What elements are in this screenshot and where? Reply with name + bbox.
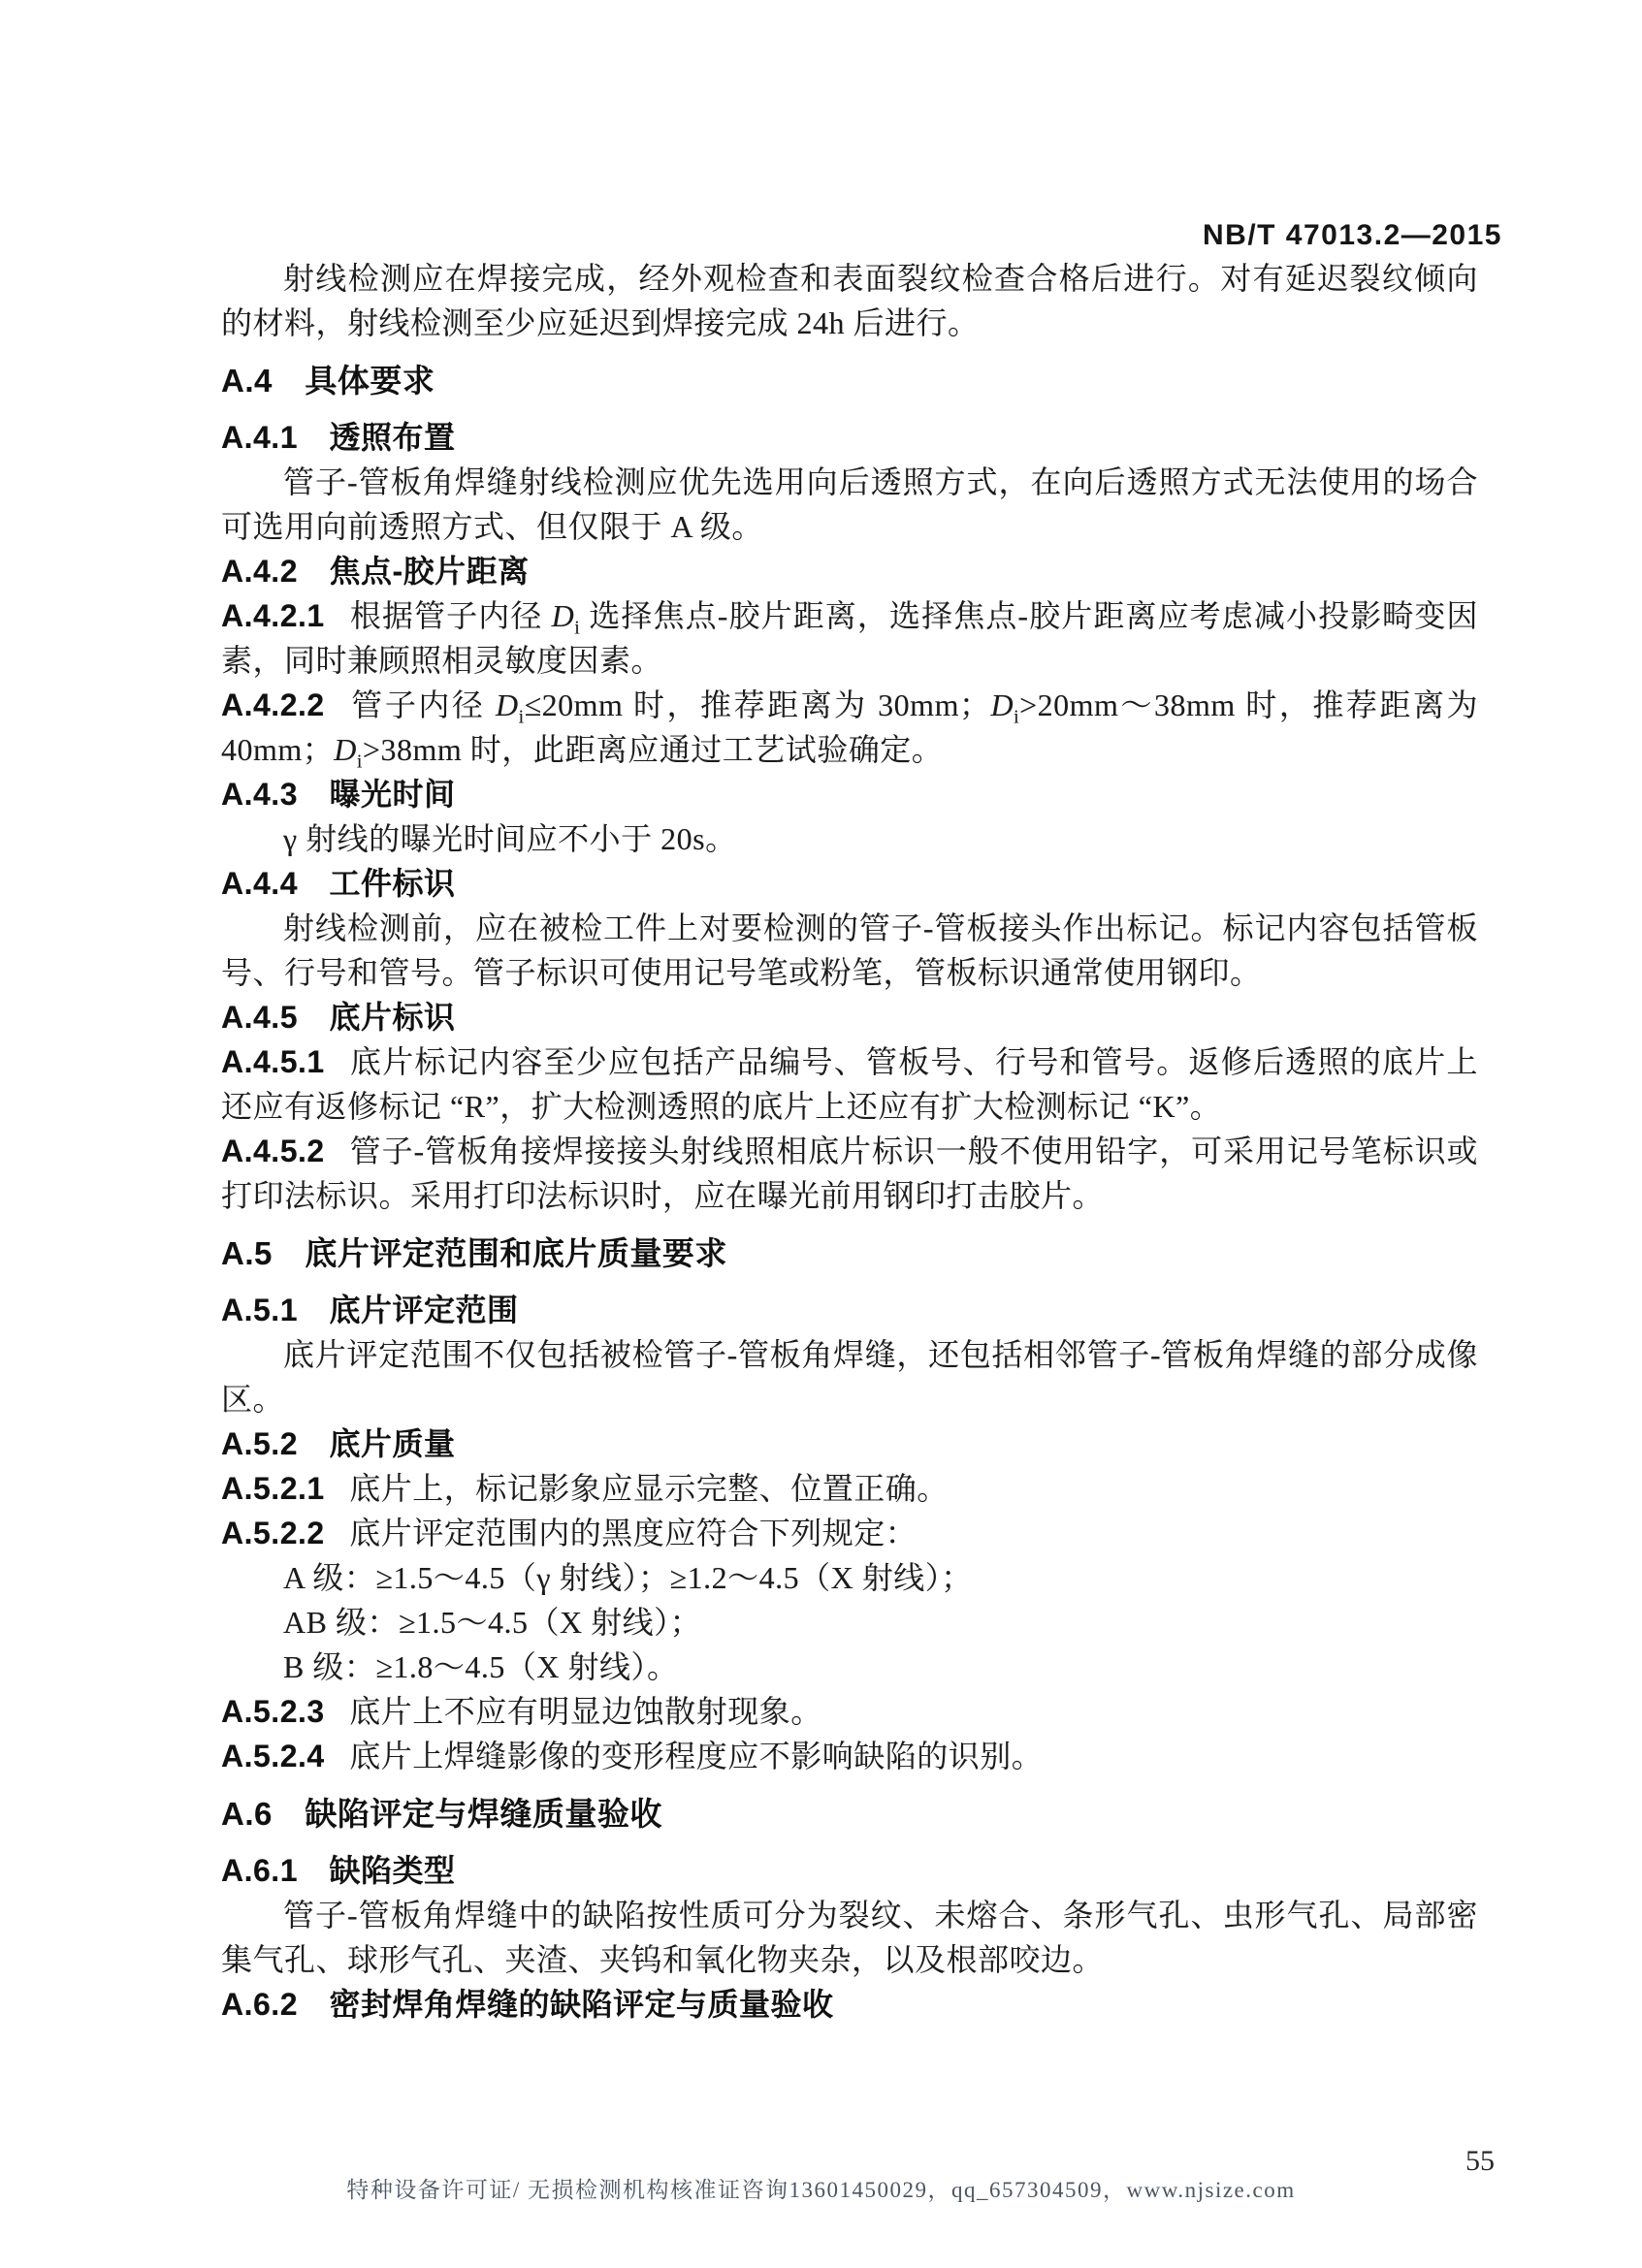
clause-text: 底片评定范围内的黑度应符合下列规定： — [349, 1516, 918, 1550]
heading-a45: A.4.5 底片标识 — [221, 1000, 456, 1035]
clause-a451 — [221, 1039, 1478, 1129]
density-line-b: B 级：≥1.8～4.5（X 射线）。 — [283, 1649, 679, 1684]
heading-a6: A.6 缺陷评定与焊缝质量验收 — [221, 1796, 662, 1832]
clause-text: 底片标记内容至少应包括产品编号、管板号、行号和管号。返修后透照的底片上还应有返修标记 “R”，扩大检测透照的底片上还应有扩大检测标记 “K”。 — [221, 1044, 1478, 1124]
heading-a4: A.4 具体要求 — [221, 363, 435, 399]
clause-text: 底片上焊缝影像的变形程度应不影响缺陷的识别。 — [349, 1739, 1044, 1773]
clause-text: 底片上，标记影象应显示完整、位置正确。 — [349, 1471, 949, 1506]
clause-a421 — [221, 593, 1478, 683]
clause-number: A.4.2.1 — [221, 598, 325, 633]
clause-text: 底片上不应有明显边蚀散射现象。 — [349, 1694, 822, 1729]
clause-a524 — [221, 1734, 1478, 1778]
heading-a61: A.6.1 缺陷类型 — [221, 1853, 456, 1888]
page-number: 55 — [1465, 2145, 1495, 2177]
para-a61: 管子-管板角焊缝中的缺陷按性质可分为裂纹、未熔合、条形气孔、虫形气孔、局部密集气孔、球形气孔、夹渣、夹钨和氧化物夹杂，以及根部咬边。 — [221, 1898, 1478, 1977]
clause-number: A.4.2.2 — [221, 687, 325, 722]
clause-text: 根据管子内径 $D_i$ 选择焦点-胶片距离，选择焦点-胶片距离应考虑减小投影畸变因素，同时兼顾照相灵敏度因素。 — [221, 598, 1478, 678]
heading-a62: A.6.2 密封焊角焊缝的缺陷评定与质量验收 — [221, 1987, 834, 2022]
clause-a422 — [221, 683, 1478, 772]
heading-a43: A.4.3 曝光时间 — [221, 777, 456, 812]
clause-number: A.4.5.2 — [221, 1134, 325, 1168]
clause-text: 管子-管板角接焊接接头射线照相底片标识一般不使用铅字，可采用记号笔标识或打印法标识。采用打印法标识时，应在曝光前用钢印打击胶片。 — [221, 1134, 1478, 1213]
clause-number: A.5.2.1 — [221, 1471, 325, 1506]
heading-a51: A.5.1 底片评定范围 — [221, 1293, 519, 1327]
clause-a521 — [221, 1466, 1478, 1511]
para-a51: 底片评定范围不仅包括被检管子-管板角焊缝，还包括相邻管子-管板角焊缝的部分成像区。 — [221, 1337, 1478, 1417]
heading-a5: A.5 底片评定范围和底片质量要求 — [221, 1235, 727, 1271]
clause-number: A.5.2.2 — [221, 1516, 325, 1550]
clause-number: A.5.2.4 — [221, 1739, 325, 1773]
clause-a452 — [221, 1129, 1478, 1218]
intro-paragraph: 射线检测应在焊接完成，经外观检查和表面裂纹检查合格后进行。对有延迟裂纹倾向的材料，射线检测至少应延迟到焊接完成 24h 后进行。 — [221, 261, 1478, 340]
clause-a522 — [221, 1511, 1478, 1555]
clause-text: 管子内径 $D_i\le 20mm$ 时，推荐距离为 30mm；$D_i>20mm\sim 38mm$ 时，推荐距离为 40mm；$D_i>38mm$ 时，此距离应通过工艺试验确定。 — [221, 687, 1478, 773]
para-a44: 射线检测前，应在被检工件上对要检测的管子-管板接头作出标记。标记内容包括管板号、行号和管号。管子标识可使用记号笔或粉笔，管板标识通常使用钢印。 — [221, 910, 1478, 990]
clause-a523 — [221, 1689, 1478, 1734]
para-a41: 管子-管板角焊缝射线检测应优先选用向后透照方式，在向后透照方式无法使用的场合可选用向前透照方式、但仅限于 A 级。 — [221, 464, 1478, 544]
clause-number: A.4.5.1 — [221, 1044, 325, 1079]
certification-footer: 特种设备许可证/ 无损检测机构核准证咨询13601450029，qq_657304509，www.njsize.com — [346, 2178, 1296, 2202]
heading-a42: A.4.2 焦点-胶片距离 — [221, 554, 530, 589]
density-line-a: A 级：≥1.5～4.5（γ 射线）；≥1.2～4.5（X 射线）； — [283, 1560, 973, 1595]
heading-a52: A.5.2 底片质量 — [221, 1426, 456, 1461]
standard-number-header: NB/T 47013.2—2015 — [1202, 219, 1502, 251]
document-body — [221, 256, 1478, 2027]
heading-a41: A.4.1 透照布置 — [221, 420, 456, 455]
clause-number: A.5.2.3 — [221, 1694, 325, 1729]
para-a43: γ 射线的曝光时间应不小于 20s。 — [283, 821, 737, 856]
density-line-ab: AB 级：≥1.5～4.5（X 射线）； — [283, 1605, 702, 1640]
heading-a44: A.4.4 工件标识 — [221, 866, 456, 901]
